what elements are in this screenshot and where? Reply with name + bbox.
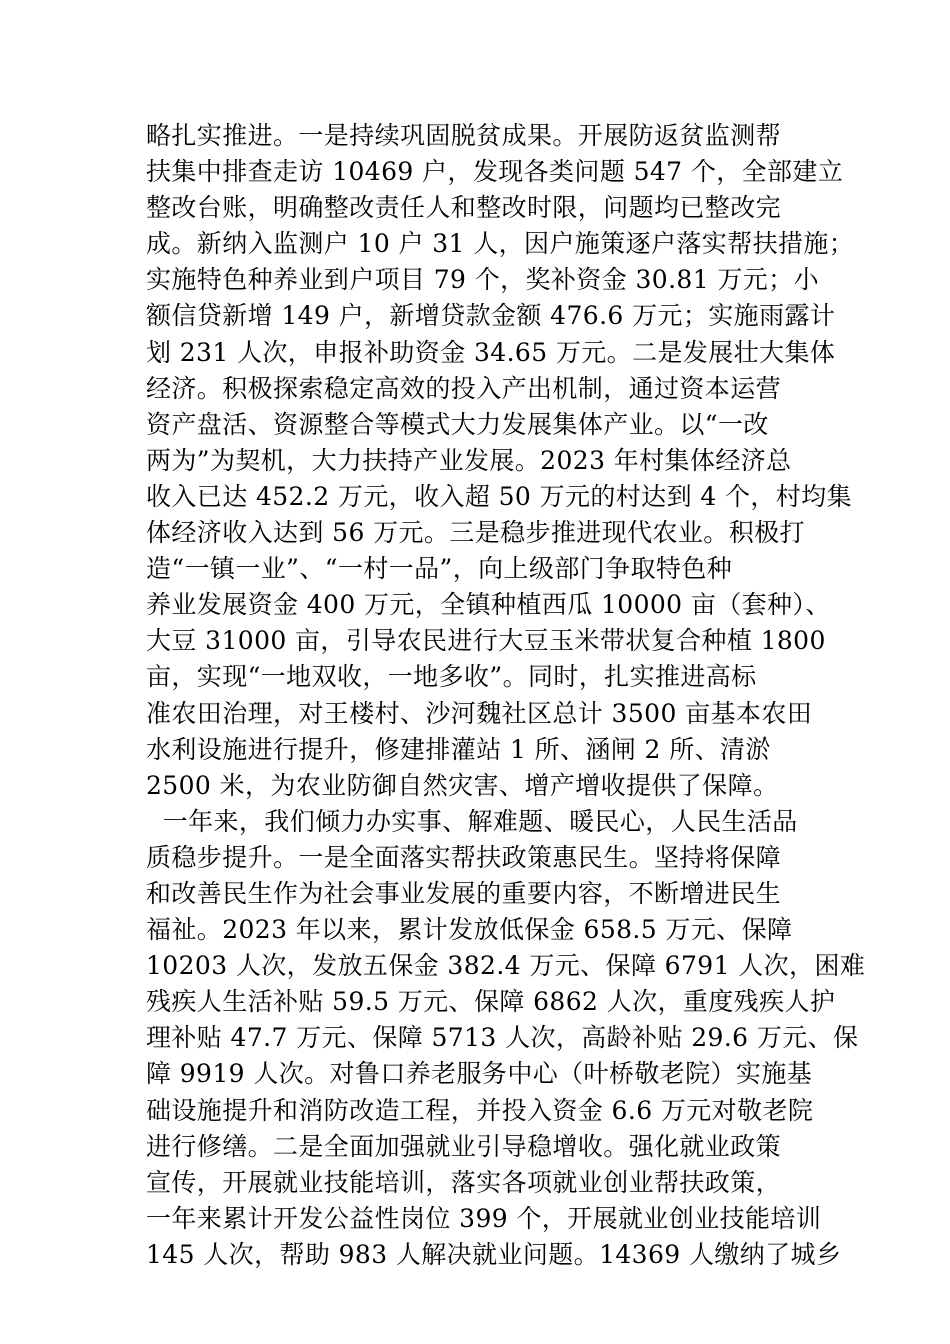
text-line: 两为”为契机，大力扶持产业发展。2023 年村集体经济总 <box>146 445 792 475</box>
text-line: 体经济收入达到 56 万元。三是稳步推进现代农业。积极打 <box>146 518 805 548</box>
text-line: 福祉。2023 年以来，累计发放低保金 658.5 万元、保障 <box>146 915 793 945</box>
text-line: 10203 人次，发放五保金 382.4 万元、保障 6791 人次，困难 <box>146 951 866 981</box>
text-line: 收入已达 452.2 万元，收入超 50 万元的村达到 4 个，村均集 <box>146 481 852 511</box>
text-line: 经济。积极探索稳定高效的投入产出机制，通过资本运营 <box>146 373 782 403</box>
text-line: 理补贴 47.7 万元、保障 5713 人次，高龄补贴 29.6 万元、保 <box>146 1023 859 1053</box>
text-line: 础设施提升和消防改造工程，并投入资金 6.6 万元对敬老院 <box>146 1095 814 1125</box>
text-line: 水利设施进行提升，修建排灌站 1 所、涵闸 2 所、清淤 <box>146 734 771 764</box>
text-line: 造“一镇一业”、“一村一品”，向上级部门争取特色种 <box>146 554 733 584</box>
text-line: 2500 米，为农业防御自然灾害、增产增收提供了保障。 <box>146 770 779 800</box>
text-line: 宣传，开展就业技能培训，落实各项就业创业帮扶政策， <box>146 1167 782 1197</box>
text-line: 一年来累计开发公益性岗位 399 个，开展就业创业技能培训 <box>146 1203 822 1233</box>
text-line: 和改善民生作为社会事业发展的重要内容，不断增进民生 <box>146 878 782 908</box>
text-line: 质稳步提升。一是全面落实帮扶政策惠民生。坚持将保障 <box>146 842 782 872</box>
text-line: 略扎实推进。一是持续巩固脱贫成果。开展防返贫监测帮 <box>146 121 782 150</box>
body-text <box>146 118 866 1273</box>
text-line: 残疾人生活补贴 59.5 万元、保障 6862 人次，重度残疾人护 <box>146 987 836 1017</box>
text-line: 障 9919 人次。对鲁口养老服务中心（叶桥敬老院）实施基 <box>146 1059 813 1089</box>
text-line: 整改台账，明确整改责任人和整改时限，问题均已整改完 <box>146 193 782 223</box>
text-line: 额信贷新增 149 户，新增贷款金额 476.6 万元；实施雨露计 <box>146 301 836 331</box>
text-line: 扶集中排查走访 10469 户，发现各类问题 547 个，全部建立 <box>146 157 844 187</box>
text-line: 一年来，我们倾力办实事、解难题、暖民心，人民生活品 <box>146 806 798 836</box>
text-line: 划 231 人次，申报补助资金 34.65 万元。二是发展壮大集体 <box>146 337 836 367</box>
text-line: 145 人次，帮助 983 人解决就业问题。14369 人缴纳了城乡 <box>146 1239 842 1269</box>
text-line: 进行修缮。二是全面加强就业引导稳增收。强化就业政策 <box>146 1131 782 1161</box>
text-line: 养业发展资金 400 万元，全镇种植西瓜 10000 亩（套种）、 <box>146 590 831 620</box>
text-line: 大豆 31000 亩，引导农民进行大豆玉米带状复合种植 1800 <box>146 626 826 656</box>
text-line: 成。新纳入监测户 10 户 31 人，因户施策逐户落实帮扶措施； <box>146 229 855 259</box>
text-line: 亩，实现“一地双收，一地多收”。同时，扎实推进高标 <box>146 662 757 692</box>
text-line: 实施特色种养业到户项目 79 个，奖补资金 30.81 万元；小 <box>146 265 819 295</box>
text-line: 准农田治理，对王楼村、沙河魏社区总计 3500 亩基本农田 <box>146 698 813 728</box>
text-line: 资产盘活、资源整合等模式大力发展集体产业。以“一改 <box>146 409 769 439</box>
